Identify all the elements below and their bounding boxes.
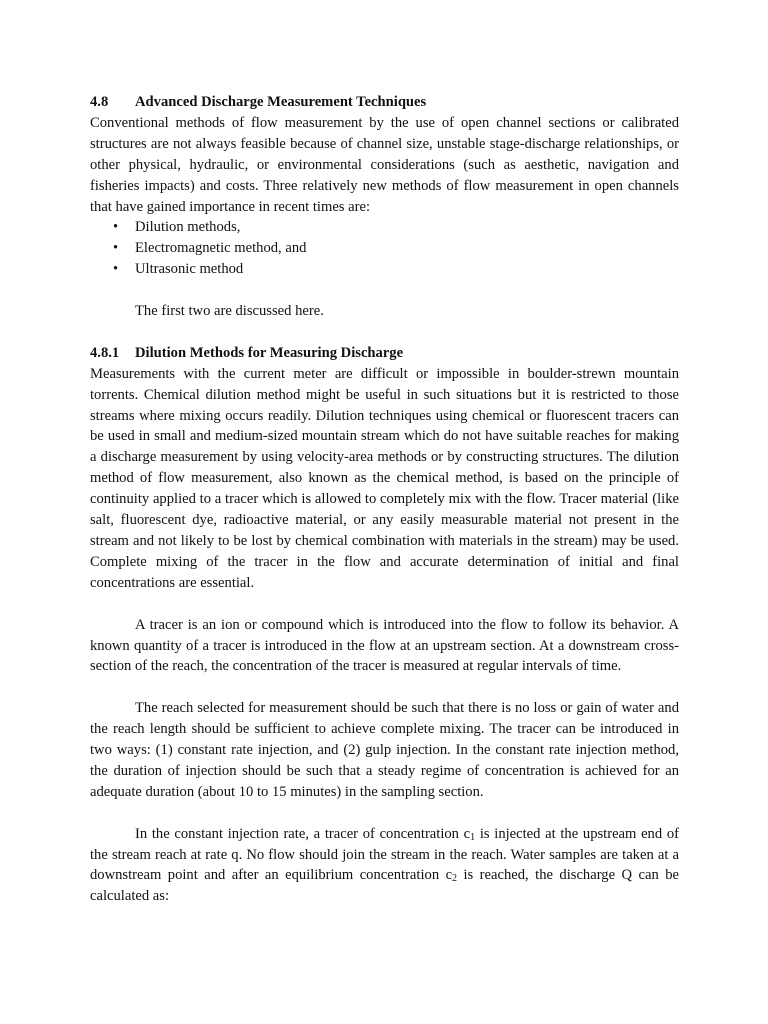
section-number: 4.8.1 bbox=[90, 344, 120, 361]
text-run: is injected at the upstream end of the stream reach at rate q. No flow should join the stream in the reach. Water samples are taken at a downstream point and after an equilibrium concentration c bbox=[90, 825, 679, 884]
subscript: 2 bbox=[452, 873, 458, 885]
spacer bbox=[90, 594, 679, 615]
paragraph-dilution: Measurements with the current meter are difficult or impossible in boulder-strewn mountain torrents. Chemical dilution method might be useful in such situations but it is restricted to those streams where mixing occurs readily. Dilution techniques using chemical or fluorescent tracers can be used in small and medium-sized mountain stream which do not have suitable reaches for making a discharge measurement by using velocity-area methods or by constructing structures. The dilution method of flow measurement, also known as the chemical method, is based on the principle of continuity applied to a tracer which is allowed to completely mix with the flow. Tracer material (like salt, fluorescent dye, radioactive material, or any easily measurable material not present in the stream and not likely to be lost by chemical combination with materials in the stream) may be used. Complete mixing of the tracer in the flow and accurate determination of initial and final concentrations are essential. bbox=[90, 365, 679, 591]
spacer bbox=[90, 803, 679, 824]
spacer bbox=[90, 322, 679, 343]
paragraph-constant-injection bbox=[90, 824, 679, 908]
document-body bbox=[90, 92, 679, 907]
section-title: Advanced Discharge Measurement Techniques bbox=[135, 94, 427, 110]
spacer bbox=[90, 677, 679, 698]
list-item: • Dilution methods, bbox=[90, 217, 679, 238]
intro-paragraph: Conventional methods of flow measurement by the use of open channel sections or calibrated structures are not always feasible because of channel size, unstable stage-discharge relationships, or other physical, hydraulic, or environmental considerations (such as aesthetic, navigation and fisheries impacts) and costs. Three relatively new methods of flow measurement in open channels that have gained importance in recent times are: bbox=[90, 114, 679, 215]
list-item: • Electromagnetic method, and bbox=[90, 238, 679, 259]
list-item: • Ultrasonic method bbox=[90, 259, 679, 280]
subscript: 1 bbox=[470, 831, 476, 843]
text-run: In the constant injection rate, a tracer of concentration c bbox=[135, 825, 471, 842]
text-run: is reached, the discharge Q can be calculated as: bbox=[90, 867, 679, 905]
note-paragraph: The first two are discussed here. bbox=[135, 303, 324, 320]
spacer bbox=[90, 280, 679, 301]
section-number: 4.8 bbox=[90, 94, 109, 110]
section-title: Dilution Methods for Measuring Discharge bbox=[135, 344, 404, 361]
section-heading-4-8-1 bbox=[90, 343, 679, 364]
paragraph-reach: The reach selected for measurement should be such that there is no loss or gain of water and the reach length should be sufficient to achieve complete mixing. The tracer can be introduced in two ways: (1) constant rate injection, and (2) gulp injection. In the constant rate injection method, the duration of injection should be such that a steady regime of concentration is achieved for an adequate duration (about 10 to 15 minutes) in the sampling section. bbox=[90, 700, 679, 800]
section-heading-4-8 bbox=[90, 92, 679, 113]
methods-list bbox=[90, 217, 679, 280]
paragraph-tracer: A tracer is an ion or compound which is introduced into the flow to follow its behavior. A known quantity of a tracer is introduced in the flow at an upstream section. At a downstream cross-section of the reach, the concentration of the tracer is measured at regular intervals of time. bbox=[90, 616, 679, 675]
